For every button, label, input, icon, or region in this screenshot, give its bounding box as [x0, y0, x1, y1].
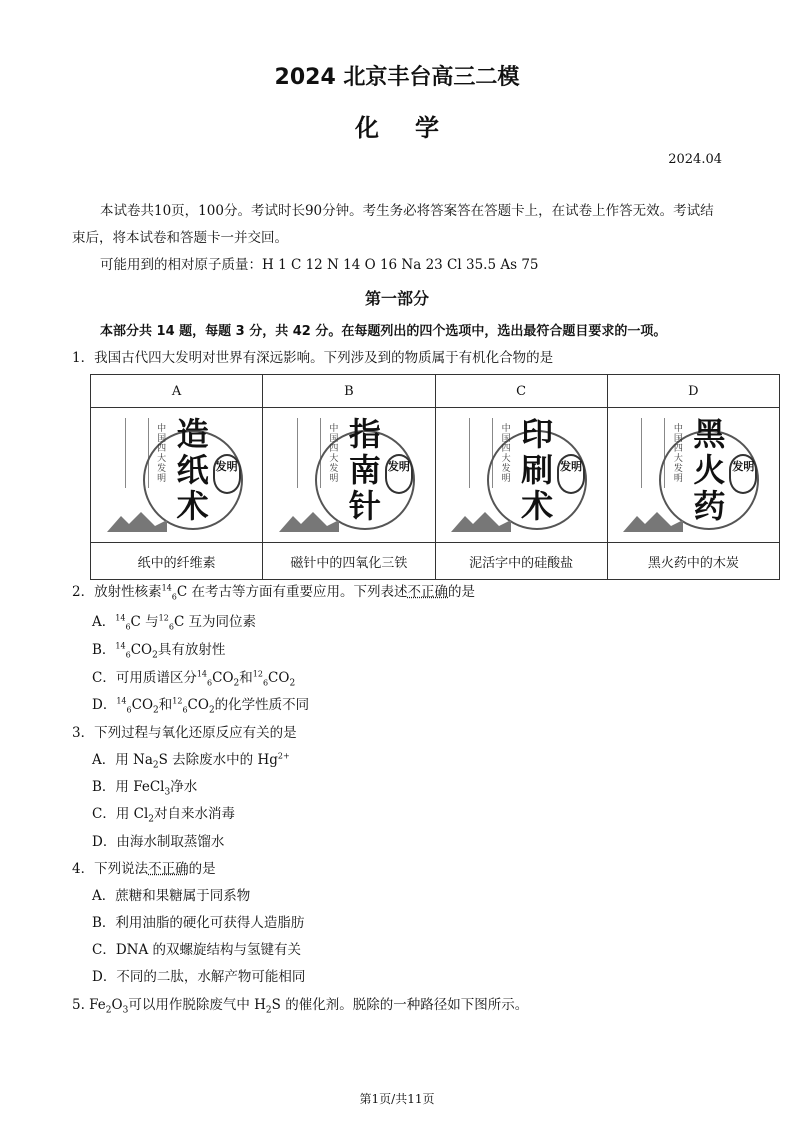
compass-poster [279, 414, 419, 536]
q1-col-c-letter: C [435, 375, 607, 408]
q1-col-a-image [91, 408, 263, 543]
q1-col-b-letter: B [263, 375, 435, 408]
poster-title: 造纸术 [176, 415, 209, 525]
q1-col-a-caption: 纸中的纤维素 [91, 543, 263, 580]
q3-option-a: A．用 $Na_2S$ 去除废水中的 $Hg^{2+}$ [92, 751, 290, 771]
section-title: 第一部分 [364, 289, 429, 308]
poster-title: 印刷术 [521, 415, 554, 525]
q1-col-d-image [607, 408, 779, 543]
q4-stem: 4．下列说法不正确的是 [72, 861, 216, 877]
q2-option-a: A．$^{14}_6$C 与$^{12}_6$C 互为同位素 [92, 613, 257, 632]
poster-vertical-text: 中国四大发明 [673, 424, 683, 484]
q1-col-b-caption: 磁针中的四氧化三铁 [263, 543, 435, 580]
q1-col-b-image [263, 408, 435, 543]
q1-col-a-letter: A [91, 375, 263, 408]
section-instructions: 本部分共 14 题，每题 3 分，共 42 分。在每题列出的四个选项中，选出最符合题目要求的一项。 [100, 324, 667, 339]
q3-stem: 3．下列过程与氧化还原反应有关的是 [72, 725, 297, 741]
q3-option-d: D．由海水制取蒸馏水 [92, 834, 225, 850]
q4-option-c: C．DNA 的双螺旋结构与氢键有关 [92, 942, 302, 958]
q1-col-d-caption: 黑火药中的木炭 [607, 543, 779, 580]
q1-col-d-letter: D [607, 375, 779, 408]
page-footer: 第1页/共11页 [359, 1092, 435, 1106]
poster-vertical-text: 中国四大发明 [501, 424, 511, 484]
q4-option-d: D．不同的二肽，水解产物可能相同 [92, 969, 306, 985]
mountain-icon [279, 510, 339, 532]
q1-options-table [90, 374, 780, 580]
atomic-masses: 可能用到的相对原子质量：H 1 C 12 N 14 O 16 Na 23 Cl 35.5 As 75 [100, 257, 539, 273]
poster-seal: 发明 [213, 454, 241, 494]
q3-option-b: B．用 FeCl$_3$净水 [92, 779, 198, 798]
intro-instructions: 本试卷共10页，100分。考试时长90分钟。考生务必将答案答在答题卡上，在试卷上作答无效。考试结束后，将本试卷和答题卡一并交回。 [72, 203, 714, 246]
exam-title: 2024 北京丰台高三二模 [274, 65, 520, 90]
poster-seal: 发明 [385, 454, 413, 494]
gunpowder-poster [623, 414, 763, 536]
printing-poster [451, 414, 591, 536]
poster-vertical-text: 中国四大发明 [157, 424, 167, 484]
poster-vertical-text: 中国四大发明 [329, 424, 339, 484]
q2-option-c: C．可用质谱区分$^{14}_6CO_2$和$^{12}_6CO_2$ [92, 669, 296, 689]
q3-option-c: C．用 $Cl_2$对自来水消毒 [92, 806, 236, 825]
mountain-icon [451, 510, 511, 532]
q1-stem: 1．我国古代四大发明对世界有深远影响。下列涉及到的物质属于有机化合物的是 [72, 350, 554, 366]
poster-title: 指南针 [348, 415, 381, 525]
poster-seal: 发明 [557, 454, 585, 494]
q5-stem: 5. $Fe_2O_3$可以用作脱除废气中 $H_2S$ 的催化剂。脱除的一种路径如下图所示。 [72, 997, 529, 1016]
q1-col-c-image [435, 408, 607, 543]
q1-col-c-caption: 泥活字中的硅酸盐 [435, 543, 607, 580]
q2-stem: 2．放射性核素$^{14}_6$C 在考古等方面有重要应用。下列表述不正确的是 [72, 583, 475, 602]
mountain-icon [107, 510, 167, 532]
papermaking-poster [107, 414, 247, 536]
q2-option-d: D．$^{14}_6CO_2$和$^{12}_6CO_2$的化学性质不同 [92, 696, 310, 716]
q2-option-b: B．$^{14}_6CO_2$具有放射性 [92, 641, 226, 661]
poster-seal: 发明 [729, 454, 757, 494]
poster-title: 黑火药 [693, 415, 726, 525]
mountain-icon [623, 510, 683, 532]
q4-option-b: B．利用油脂的硬化可获得人造脂肪 [92, 915, 305, 931]
exam-date: 2024.04 [668, 152, 722, 167]
q4-option-a: A．蔗糖和果糖属于同系物 [92, 888, 251, 904]
subject-title: 化学 [355, 114, 475, 142]
